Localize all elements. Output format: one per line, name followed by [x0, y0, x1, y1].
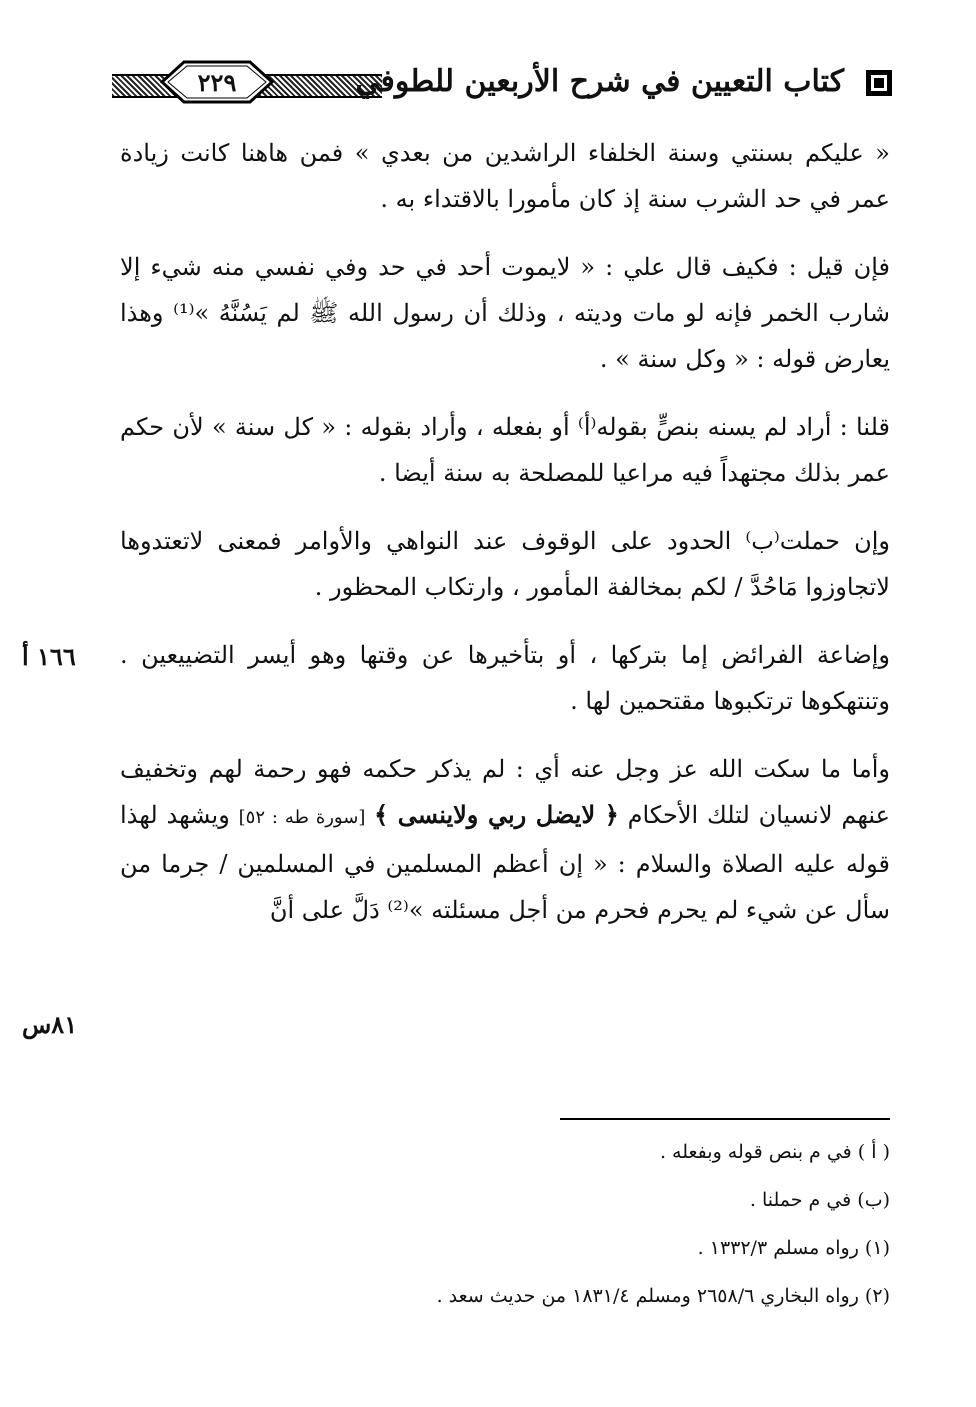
- paragraph-6-continuation: ويشهد لهذا قوله عليه الصلاة والسلام : « إن أعظم المسلمين في المسلمين / جرما من سأل عن شيء لم يحرم فحرم من أجل مسئلته »⁽²⁾ دَلَّ على أنَّ: [120, 801, 890, 924]
- running-title: كتاب التعيين في شرح الأربعين للطوفي: [355, 64, 844, 99]
- quran-verse: ﴿ لايضل ربي ولاينسى ﴾: [374, 800, 619, 829]
- margin-note-manuscript-folio-2: ٨١س: [22, 1010, 78, 1039]
- footnote-2: (٢) رواه البخاري ٢٦٥٨/٦ ومسلم ١٨٣١/٤ من حديث سعد .: [436, 1285, 890, 1307]
- verse-reference: [سورة طه : ٥٢]: [238, 807, 366, 828]
- paragraph-4: وإن حملت⁽ب⁾ الحدود على الوقوف عند النواهي والأوامر فمعنى لاتعتدوها لاتجاوزوا مَاحُدَّ / لكم بمخالفة المأمور ، وارتكاب المحظور .: [120, 527, 890, 601]
- header-corner-ornament-icon: [866, 70, 892, 96]
- paragraph-6-opening: وأما ما سكت الله عز وجل عنه أي : لم يذكر حكمه فهو رحمة لهم وتخفيف عنهم لانسيان لتلك الأحكام: [120, 755, 890, 829]
- paragraph-3: قلنا : أراد لم يسنه بنصٍّ بقوله⁽أ⁾ أو بفعله ، وأراد بقوله : « كل سنة » لأن حكم عمر بذلك مجتهداً فيه مراعيا للمصلحة به سنة أيضا .: [120, 413, 890, 487]
- page-number-badge: [142, 58, 292, 106]
- paragraph-2: فإن قيل : فكيف قال علي : « لايموت أحد في حد وفي نفسي منه شيء إلا شارب الخمر فإنه لو مات وديته ، وذلك أن رسول الله ﷺ لم يَسُنَّهُ »⁽¹⁾ وهذا يعارض قوله : « وكل سنة » .: [120, 253, 890, 373]
- footnotes: [300, 1128, 890, 1320]
- margin-note-manuscript-folio-1: ١٦٦ أ: [22, 642, 76, 671]
- paragraph-1: « عليكم بسنتي وسنة الخلفاء الراشدين من بعدي » فمن هاهنا كانت زيادة عمر في حد الشرب سنة إذ كان مأمورا بالاقتداء به .: [120, 139, 890, 213]
- paragraph-5: وإضاعة الفرائض إما بتركها ، أو بتأخيرها عن وقتها وهو أيسر التضييعين . وتنتهكوها ترتكبوها مقتحمين لها .: [120, 641, 890, 715]
- footnote-1: (١) رواه مسلم ١٣٣٢/٣ .: [697, 1237, 890, 1259]
- main-text: [120, 130, 890, 955]
- page-number: ٢٢٩: [197, 68, 237, 97]
- footnote-ba: (ب) في م حملنا .: [749, 1189, 890, 1211]
- paragraph-6: [120, 746, 890, 933]
- footnote-alif: ( أ ) في م بنص قوله وبفعله .: [659, 1141, 890, 1163]
- page-header: [112, 56, 892, 112]
- footnote-separator: [560, 1118, 890, 1120]
